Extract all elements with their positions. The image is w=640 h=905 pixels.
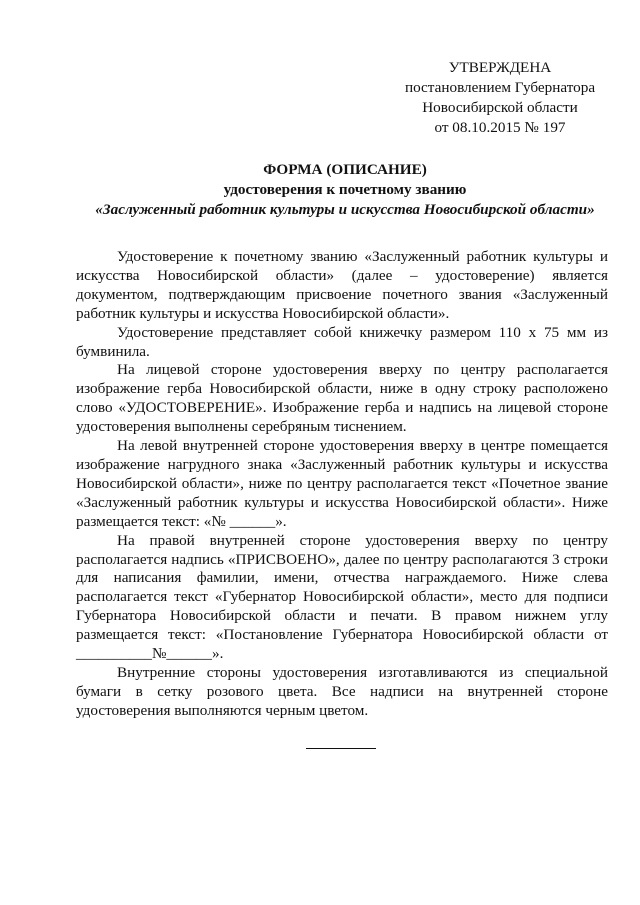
approval-line-2: Новосибирской области <box>422 99 578 116</box>
approval-line-3: от 08.10.2015 № 197 <box>434 119 566 136</box>
paragraph-4: На левой внутренней стороне удостоверения вверху в центре помещается изображение нагрудного знака «Заслуженный работник культуры и искусства Новосибирской области», ниже по центру располагается текст «Почетное звание «Заслуженный работник культуры и искусства Новосибирской области». Ниже размещается текст: «№ ______». <box>76 437 608 530</box>
approval-stamp <box>400 58 600 138</box>
paragraph-3: На лицевой стороне удостоверения вверху по центру располагается изображение герба Новосибирской области, ниже в одну строку расположено слово «УДОСТОВЕРЕНИЕ». Изображение герба и надпись на лицевой стороне удостоверения выполнены серебряным тиснением. <box>76 361 608 436</box>
heading-line-3: «Заслуженный работник культуры и искусства Новосибирской области» <box>95 201 595 218</box>
end-divider-line <box>306 748 376 749</box>
approval-title: УТВЕРЖДЕНА <box>448 59 552 76</box>
document-heading <box>60 160 630 220</box>
heading-line-1: ФОРМА (ОПИСАНИЕ) <box>263 161 427 178</box>
paragraph-2: Удостоверение представляет собой книжечку размером 110 х 75 мм из бумвинила. <box>76 323 608 360</box>
paragraph-1: Удостоверение к почетному званию «Заслуженный работник культуры и искусства Новосибирской области» (далее – удостоверение) является документом, подтверждающим присвоение почетного звания «Заслуженный работник культуры и искусства Новосибирской области». <box>76 248 608 322</box>
paragraph-5: На правой внутренней стороне удостоверения вверху по центру располагается надпись «ПРИСВОЕНО», далее по центру располагаются 3 строки для написания фамилии, имени, отчества награждаемого. Ниже слева располагается текст «Губернатор Новосибирской области», место для подписи Губернатора Новосибирской области и печати. В правом нижнем углу размещается текст: «Постановление Губернатора Новосибирской области от __________№______». <box>76 531 608 663</box>
document-body <box>76 248 608 721</box>
heading-line-2: удостоверения к почетному званию <box>223 181 467 198</box>
paragraph-6: Внутренние стороны удостоверения изготавливаются из специальной бумаги в сетку розового цвета. Все надписи на внутренней стороне удостоверения выполняются черным цветом. <box>76 663 608 719</box>
approval-line-1: постановлением Губернатора <box>404 79 596 96</box>
